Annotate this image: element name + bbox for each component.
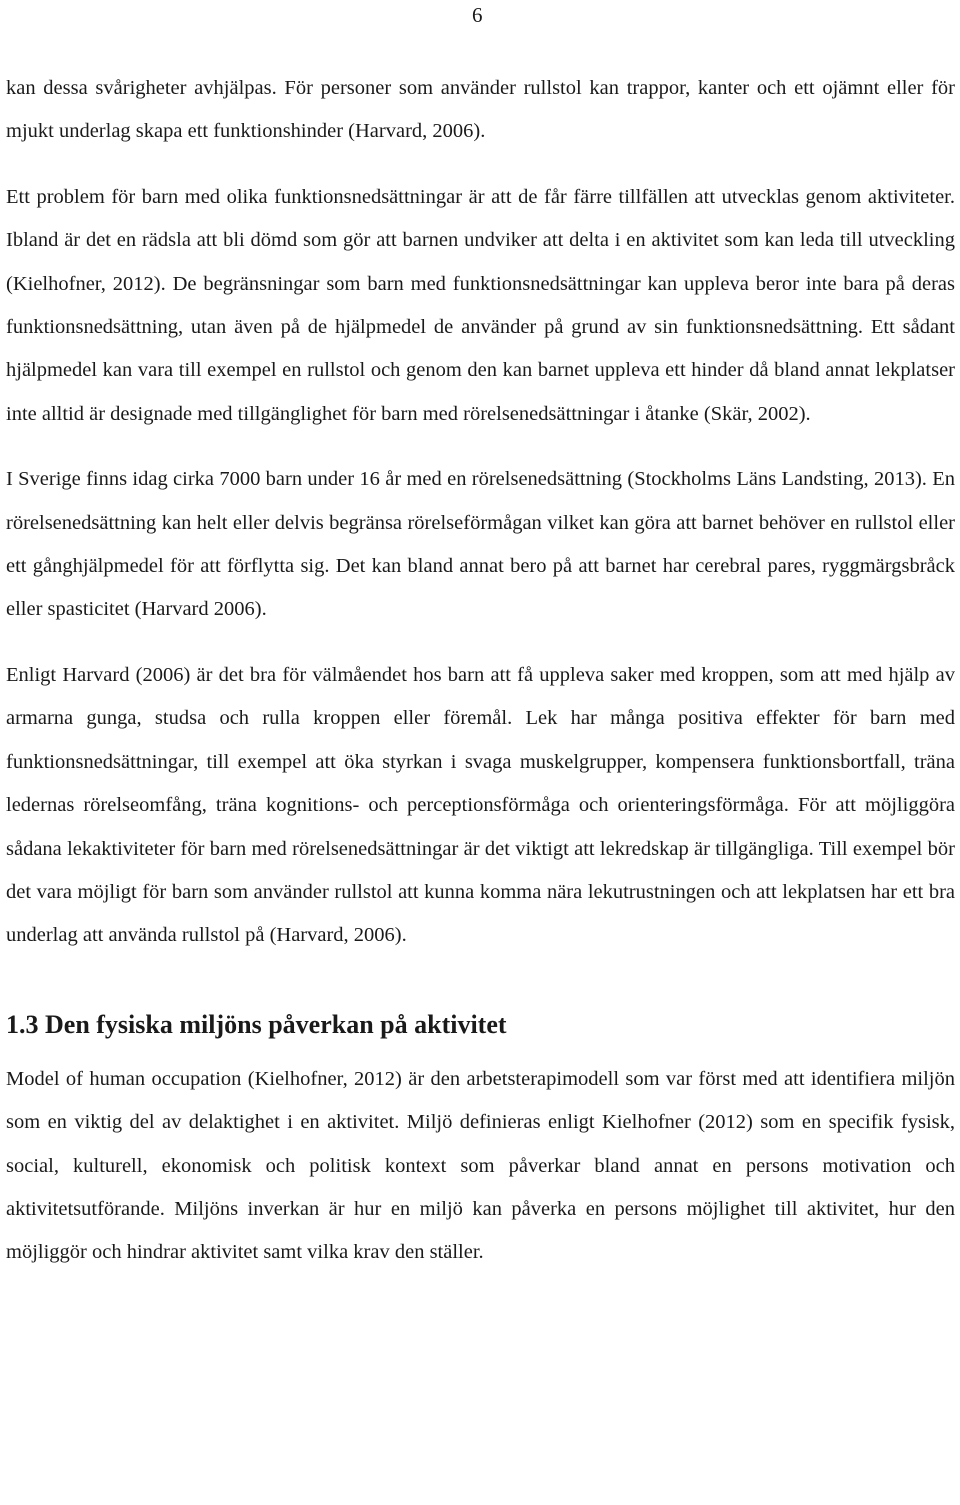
paragraph-4: Enligt Harvard (2006) är det bra för välmåendet hos barn att få uppleva saker med kroppen, som att med hjälp av armarna gunga, studsa och rulla kroppen eller föremål. Lek har många positiva effekter för barn med funktionsnedsättningar, till exempel att öka styrkan i svaga muskelgrupper, kompensera funktionsbortfall, träna ledernas rörelseomfång, träna kognitions- och perceptionsförmåga och orienteringsförmåga. För att möjliggöra sådana lekaktiviteter för barn med rörelsenedsättningar är det viktigt att lekredskap är tillgängliga. Till exempel bör det vara möjligt för barn som använder rullstol att kunna komma nära lekutrustningen och att lekplatsen har ett bra underlag att använda rullstol på (Harvard, 2006). (6, 663, 955, 947)
paragraph-3: I Sverige finns idag cirka 7000 barn under 16 år med en rörelsenedsättning (Stockholms Läns Landsting, 2013). En rörelsenedsättning kan helt eller delvis begränsa rörelseförmågan vilket kan göra att barnet behöver en rullstol eller ett gånghjälpmedel för att förflytta sig. Det kan bland annat bero på att barnet har cerebral pares, ryggmärgsbråck eller spasticitet (Harvard 2006). (6, 468, 955, 621)
section-heading: 1.3 Den fysiska miljöns påverkan på aktivitet (6, 1009, 507, 1039)
paragraph-2: Ett problem för barn med olika funktionsnedsättningar är att de får färre tillfällen att utvecklas genom aktiviteter. Ibland är det en rädsla att bli dömd som gör att barnen undviker att delta i en aktivitet som kan leda till utveckling (Kielhofner, 2012). De begränsningar som barn med funktionsnedsättningar kan uppleva beror inte bara på deras funktionsnedsättning, utan även på de hjälpmedel de använder på grund av sin funktionsnedsättning. Ett sådant hjälpmedel kan vara till exempel en rullstol och genom den kan barnet uppleva ett hinder då bland annat lekplatser inte alltid är designade med tillgänglighet för barn med rörelsenedsättningar i åtanke (Skär, 2002). (6, 185, 955, 425)
section-paragraph: Model of human occupation (Kielhofner, 2012) är den arbetsterapimodell som var först med att identifiera miljön som en viktig del av delaktighet i en aktivitet. Miljö definieras enligt Kielhofner (2012) som en specifik fysisk, social, kulturell, ekonomisk och politisk kontext som påverkar bland annat en persons motivation och aktivitetsutförande. Miljöns inverkan är hur en miljö kan påverka en persons möjlighet till aktivitet, hur den möjliggör och hindrar aktivitet samt vilka krav den ställer. (6, 1067, 955, 1264)
paragraph-1: kan dessa svårigheter avhjälpas. För personer som använder rullstol kan trappor, kanter och ett ojämnt eller för mjukt underlag skapa ett funktionshinder (Harvard, 2006). (6, 77, 955, 143)
document-body (6, 67, 955, 1275)
page-number: 6 (472, 3, 483, 27)
